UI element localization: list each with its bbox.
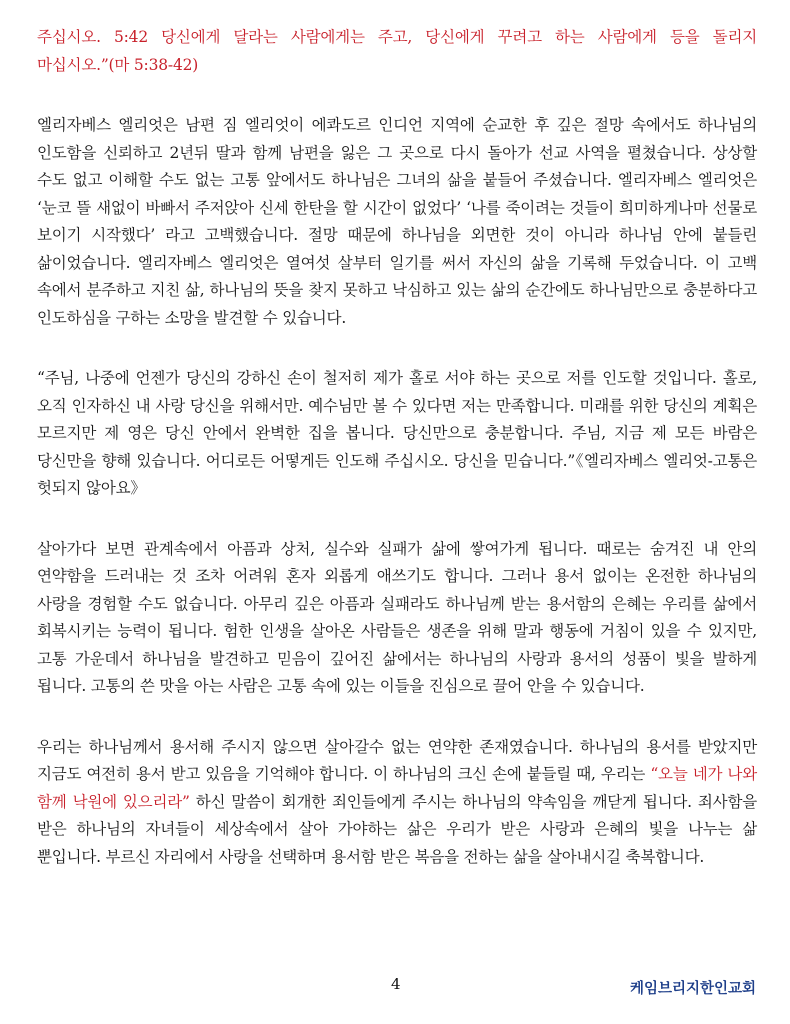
closing-text-before: 우리는 하나님께서 용서해 주시지 않으면 살아갈수 없는 연약한 존재였습니다. 하나님의 용서를 받았지만 지금도 여전히 용서 받고 있음을 기억해야 합니다. 이 하나님의 크신 손에 붙들릴 때, 우리는 — [37, 737, 757, 783]
church-name: 케임브리지한인교회 — [629, 981, 756, 997]
prayer-quote-paragraph: “주님, 나중에 언젠가 당신의 강하신 손이 철저히 제가 홀로 서야 하는 곳으로 저를 인도할 것입니다. 홀로, 오직 인자하신 내 사랑 당신을 위해서만. 예수님만 볼 수 있다면 저는 만족합니다. 미래를 위한 당신의 계획은 모르지만 제 영은 당신 안에서 완벽한 집을 봅니다. 당신만으로 충분합니다. 주님, 지금 제 모든 바람은 당신만을 향해 있습니다. 어디로든 어떻게든 인도해 주십시오. 당신을 믿습니다.”《엘리자베스 엘리엇-고통은 헛되지 않아요》 — [37, 369, 757, 497]
paradise-quote: “오늘 네가 나와 함께 낙원에 있으리라” — [37, 765, 757, 811]
page-number: 4 — [391, 975, 401, 993]
forgiveness-paragraph: 살아가다 보면 관계속에서 아픔과 상처, 실수와 실패가 삶에 쌓여가게 됩니다. 때로는 숨겨진 내 안의 연약함을 드러내는 것 조차 어려워 혼자 외롭게 애쓰기도 합니다. 그러나 용서 없이는 온전한 하나님의 사랑을 경험할 수도 없습니다. 아무리 깊은 아픔과 실패라도 하나님께 받는 용서함의 은혜는 우리를 삶에서 회복시키는 능력이 됩니다. 험한 인생을 살아온 사람들은 생존을 위해 말과 행동에 거침이 있을 수 있지만, 고통 가운데서 하나님을 발견하고 믿음이 깊어진 삶에서는 하나님의 사랑과 용서의 성품이 빛을 발하게 됩니다. 고통의 쓴 맛을 아는 사람은 고통 속에 있는 이들을 진심으로 끌어 안을 수 있습니다. — [37, 539, 757, 695]
scripture-paragraph — [37, 24, 757, 79]
closing-text-after: 하신 말씀이 회개한 죄인들에게 주시는 하나님의 약속임을 깨닫게 됩니다. 죄사함을 받은 하나님의 자녀들이 세상속에서 살아 가야하는 삶은 우리가 받은 사랑과 은혜의 빛을 나누는 삶 뿐입니다. 부르신 자리에서 사랑을 선택하며 용서함 받은 복음을 전하는 삶을 살아내시길 축복합니다. — [37, 792, 757, 866]
elisabeth-elliot-paragraph: 엘리자베스 엘리엇은 남편 짐 엘리엇이 에콰도르 인디언 지역에 순교한 후 깊은 절망 속에서도 하나님의 인도함을 신뢰하고 2년뒤 딸과 함께 남편을 잃은 그 곳으로 다시 돌아가 선교 사역을 펼쳤습니다. 상상할 수도 없고 이해할 수도 없는 고통 앞에서도 하나님은 그녀의 삶을 붙들어 주셨습니다. 엘리자베스 엘리엇은 ‘눈코 뜰 새없이 바빠서 주저앉아 신세 한탄을 할 시간이 없었다’ ‘나를 죽이려는 것들이 희미하게나마 선물로 보이기 시작했다’ 라고 고백했습니다. 절망 때문에 하나님을 외면한 것이 아니라 하나님 안에 붙들린 삶이었습니다. 엘리자베스 엘리엇은 열여섯 살부터 일기를 써서 자신의 삶을 기록해 두었습니다. 이 고백 속에서 분주하고 지친 삶, 하나님의 뜻을 찾지 못하고 낙심하고 있는 삶의 순간에도 하나님만으로 충분하다고 인도하심을 구하는 소망을 발견할 수 있습니다. — [37, 116, 757, 327]
scripture-reference: ”(마 5:38-42) — [100, 55, 199, 74]
document-body — [37, 24, 757, 871]
closing-paragraph — [37, 734, 757, 872]
scripture-text: 주십시오. 5:42 당신에게 달라는 사람에게는 주고, 당신에게 꾸려고 하는 사람에게 등을 돌리지 마십시오. — [37, 28, 757, 74]
